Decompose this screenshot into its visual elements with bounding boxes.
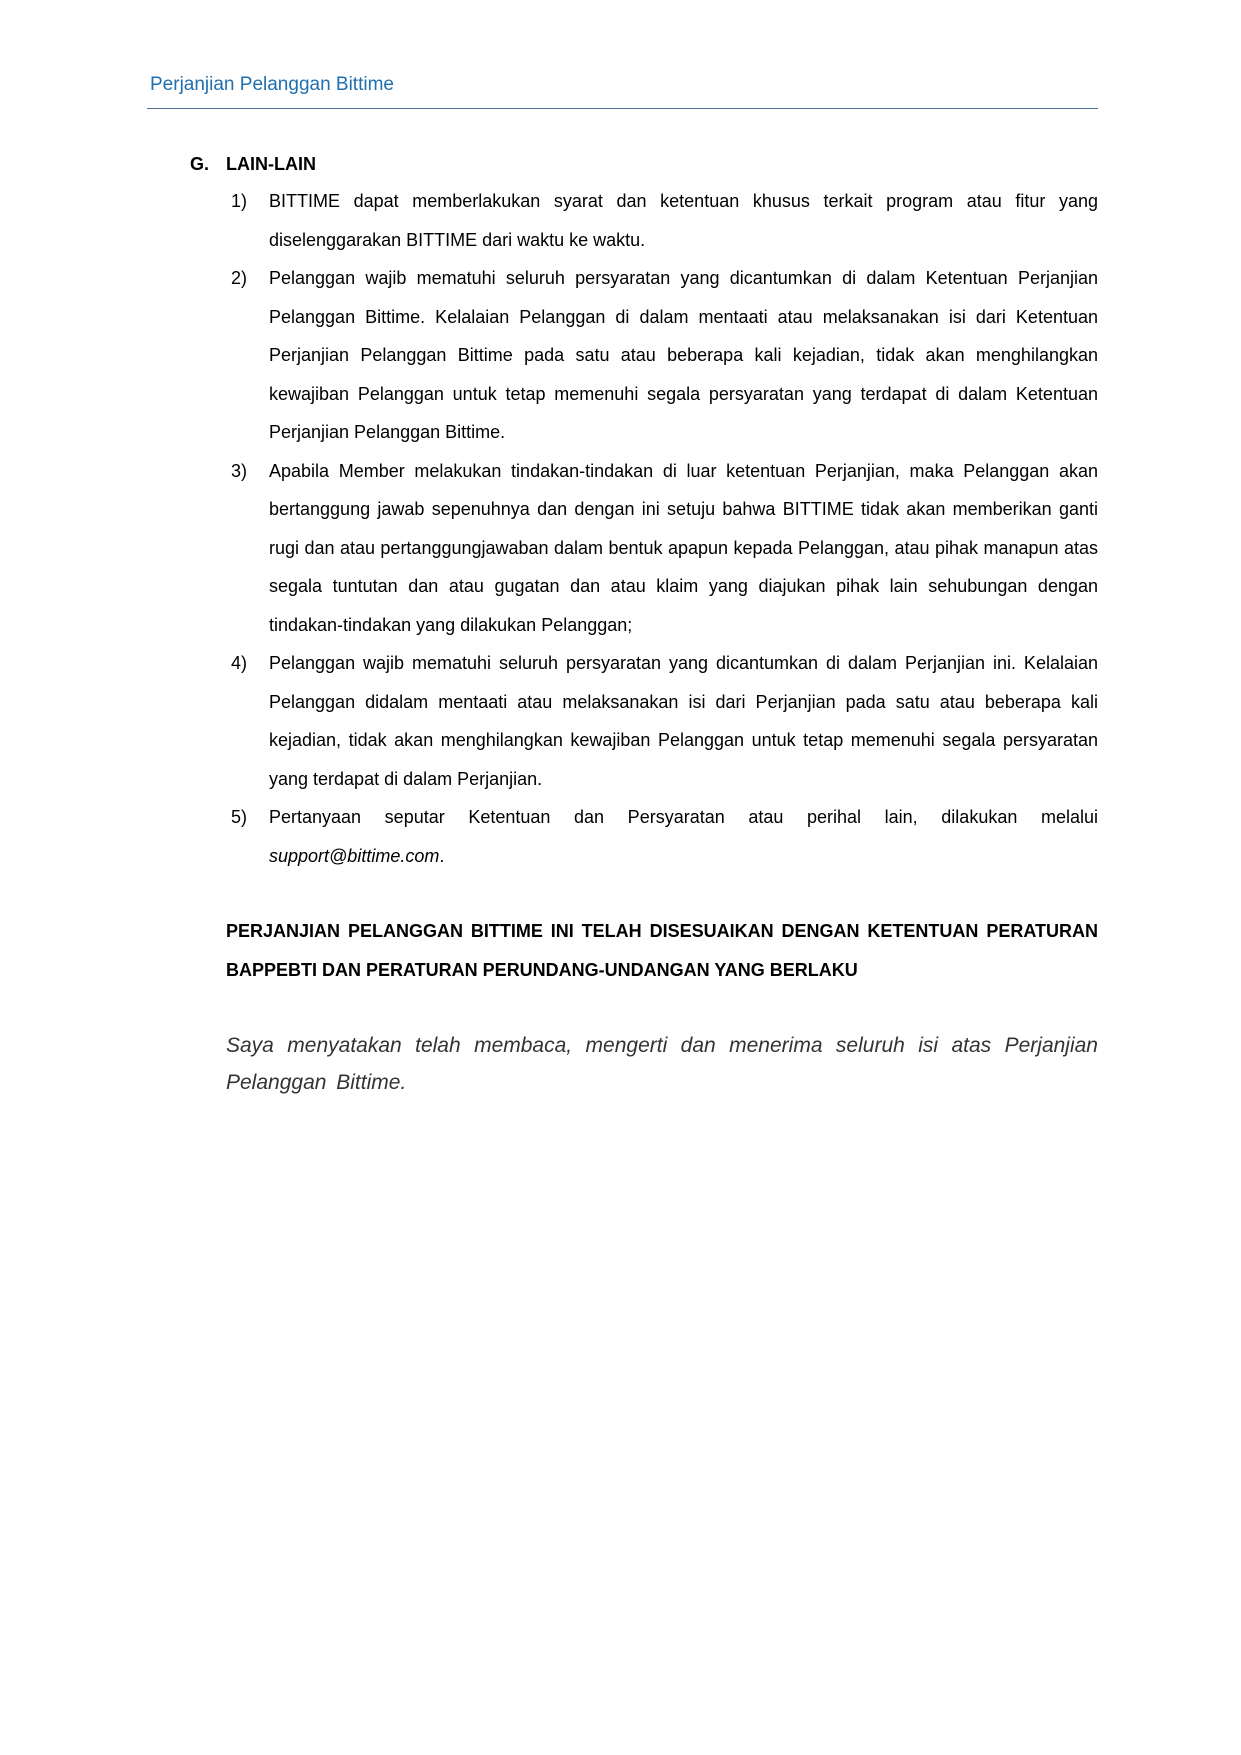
support-email-link[interactable]: support@bittime.com <box>269 845 440 866</box>
list-item <box>231 644 1098 798</box>
list-item <box>231 452 1098 645</box>
clause-list <box>190 182 1098 875</box>
list-item-number: 3) <box>231 460 248 481</box>
section-heading <box>190 150 1098 178</box>
sentence-end: . <box>439 845 445 866</box>
section-letter: G. <box>190 154 210 174</box>
list-item-text: BITTIME dapat memberlakukan syarat dan ketentuan khusus terkait program atau fitur yang diselenggarakan BITTIME dari waktu ke waktu. <box>269 191 1098 250</box>
list-item <box>231 798 1098 875</box>
list-item-text: Apabila Member melakukan tindakan-tindakan di luar ketentuan Perjanjian, maka Pelanggan akan bertanggung jawab sepenuhnya dan dengan ini setuju bahwa BITTIME tidak akan memberikan ganti rugi dan atau pertanggungjawaban dalam bentuk apapun kepada Pelanggan, atau pihak manapun atas segala tuntutan dan atau gugatan dan atau klaim yang diajukan pihak lain sehubungan dengan tindakan-tindakan yang dilakukan Pelanggan; <box>269 460 1098 635</box>
list-item-text: Pelanggan wajib mematuhi seluruh persyaratan yang dicantumkan di dalam Perjanjian ini. Kelalaian Pelanggan didalam mentaati atau melaksanakan isi dari Perjanjian pada satu atau beberapa kali kejadian, tidak akan menghilangkan kewajiban Pelanggan untuk tetap memenuhi segala persyaratan yang terdapat di dalam Perjanjian. <box>269 653 1098 789</box>
list-item-text: Pelanggan wajib mematuhi seluruh persyaratan yang dicantumkan di dalam Ketentuan Perjanjian Pelanggan Bittime. Kelalaian Pelanggan di dalam mentaati atau melaksanakan isi dari Ketentuan Perjanjian Pelanggan Bittime pada satu atau beberapa kali kejadian, tidak akan menghilangkan kewajiban Pelanggan untuk tetap memenuhi segala persyaratan yang terdapat di dalam Ketentuan Perjanjian Pelanggan Bittime. <box>269 268 1098 442</box>
declaration-statement: Saya menyatakan telah membaca, mengerti dan menerima seluruh isi atas Perjanjian Pelanggan Bittime. <box>226 1034 1098 1094</box>
list-item-number: 2) <box>231 268 248 288</box>
list-item <box>231 182 1098 259</box>
list-item <box>231 259 1098 452</box>
closing-statement: PERJANJIAN PELANGGAN BITTIME INI TELAH DISESUAIKAN DENGAN KETENTUAN PERATURAN BAPPEBTI DAN PERATURAN PERUNDANG-UNDANGAN YANG BERLAKU <box>226 921 1098 980</box>
list-item-number: 4) <box>231 653 248 673</box>
page-header-title: Perjanjian Pelanggan Bittime <box>150 74 394 95</box>
section-lain-lain <box>190 150 1098 875</box>
section-title: LAIN-LAIN <box>226 154 316 174</box>
contact-text: Pertanyaan seputar Ketentuan dan Persyaratan atau perihal lain, dilakukan melalui <box>269 807 1098 827</box>
list-item-number: 5) <box>231 807 248 827</box>
list-item-number: 1) <box>231 191 248 211</box>
header-divider <box>147 108 1098 109</box>
list-item-text <box>269 798 1098 875</box>
